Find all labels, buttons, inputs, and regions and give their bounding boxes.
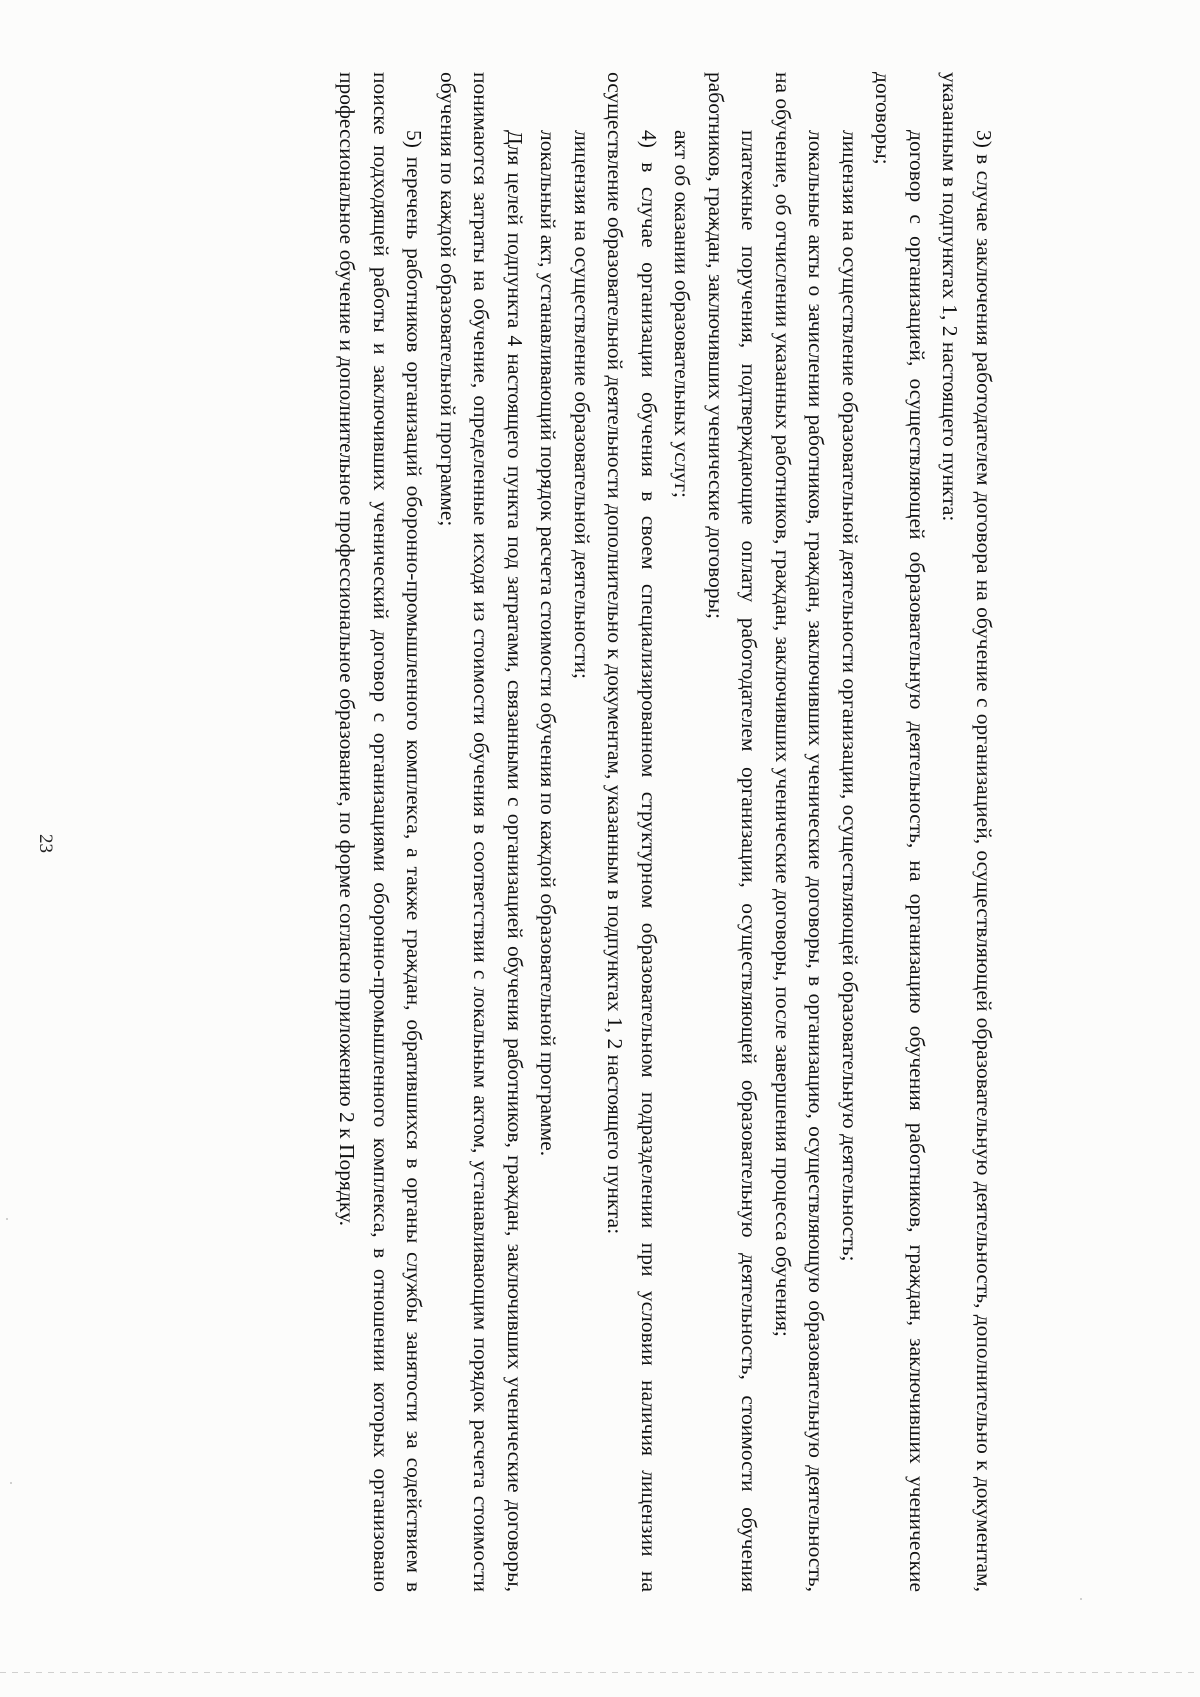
scan-bottom-edge — [0, 1672, 1200, 1673]
paragraph-item-3: 3) в случае заключения работодателем договора на обучение с организацией, осуществляющей образовательную деятельность, дополнительно к документам, указанным в подпунктах 1, 2 настоящего пункта: — [938, 72, 996, 1592]
paragraph-item-5: 5) перечень работников организаций оборонно-промышленного комплекса, а также граждан, обратившихся в органы службы занятости за содействием в поиске подходящей работы и заключивших ученический договор с организациями оборонно-промышленного комплекса, в отношении которых организовано профессиональное обучение и дополнительное профессиональное образование, по форме согласно приложению 2 к Порядку. — [335, 72, 427, 1592]
paragraph-license-organization: лицензия на осуществление образовательной деятельности организации, осуществляющей образовательную деятельность; — [838, 130, 862, 1262]
scan-speck — [1080, 1598, 1082, 1600]
scan-speck — [6, 1218, 8, 1220]
scan-speck — [10, 1482, 12, 1484]
page-number: 23 — [35, 834, 56, 853]
paragraph-payment-orders: платежные поручения, подтверждающие оплату работодателем организации, осуществляющей образовательную деятельность, стоимости обучения работников, граждан, заключивших ученические договоры; — [704, 72, 762, 1592]
document-body — [330, 72, 1000, 1592]
paragraph-local-act-cost: локальный акт, устанавливающий порядок расчета стоимости обучения по каждой образовательной программе. — [536, 130, 561, 1157]
paragraph-definition: Для целей подпункта 4 настоящего пункта под затратами, связанными с организацией обучения работников, граждан, заключивших ученические договоры, понимаются затраты на обучение, определенные исходя из стоимости обучения в соответствии с локальным актом, устанавливающим порядок расчета стоимости обучения по каждой образовательной программе; — [436, 72, 527, 1592]
paragraph-license: лицензия на осуществление образовательной деятельности; — [570, 130, 594, 680]
paragraph-local-acts: локальные акты о зачислении работников, граждан, заключивших ученические договоры, в организацию, осуществляющую образовательную деятельность, на обучение, об отчислении указанных работников, граждан, заключивших ученические договоры, после завершения процесса обучения; — [771, 72, 829, 1592]
paragraph-services-act: акт об оказании образовательных услуг; — [670, 130, 695, 498]
paragraph-item-4: 4) в случае организации обучения в своем специализированном структурном образовательном подразделении при условии наличия лицензии на осуществление образовательной деятельности дополнительно к документам, указанным в подпунктах 1, 2 настоящего пункта: — [603, 72, 661, 1592]
paragraph-contract: договор с организацией, осуществляющей образовательную деятельность, на организацию обучения работников, граждан, заключивших ученические договоры; — [871, 72, 929, 1592]
